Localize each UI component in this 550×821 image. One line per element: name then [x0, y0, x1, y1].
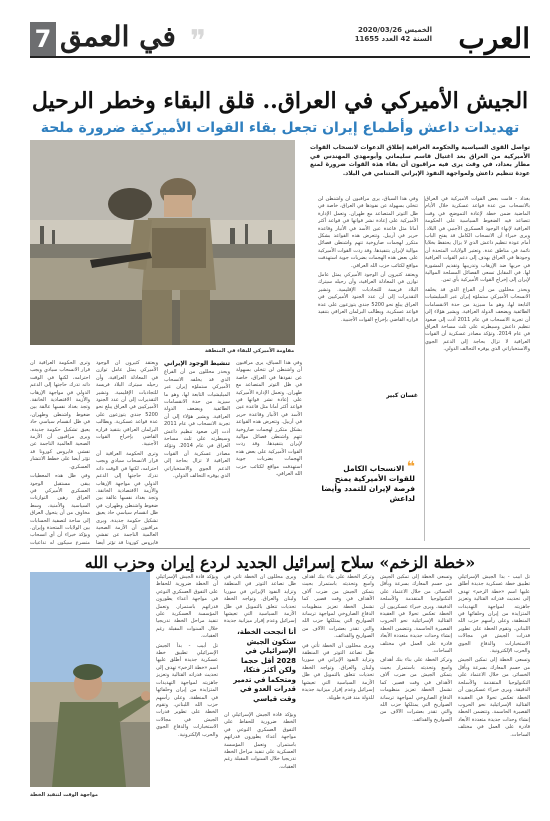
- paragraph: وتركز الخطة على بناء بنك أهداف واسع وتحديثه باستمرار بحيث يتمكن الجيش من ضرب آلاف الأهداف في وقت قصير. كما تشمل الخطة تعزيز منظومات الدفاع الصاروخي لمواجهة ترسانة الصواريخ التي يمتلكها حزب الله والتي تقدر بعشرات الآلاف من الصواريخ والقذائف.: [380, 657, 452, 723]
- paragraph: وفي ظل هذه المعطيات يبقى مستقبل الوجود العسكري الأميركي في العراق رهين التوازنات السياسية والأمنية، وسط مخاوف من أن يتحول العراق إلى ساحة لتصفية الحسابات بين الولايات المتحدة وإيران. ويؤكد خبراء أن أي انسحاب متسرع سيكون له تداعيات: [30, 473, 90, 545]
- intro-text: تواصل القوى السياسية والحكومة العراقية إطلاق الدعوات لانسحاب القوات الأميركية من العراق بعد اغتيال قاسم سليماني وأبومهدي المهندس في مطار بغداد، في وقت يرى فيه مراقبون أن بقاء هذه القوات ضرورة لمنع عودة تنظيم داعش ولمواجهة النفوذ الإيراني المتنامي في البلاد.: [310, 144, 530, 177]
- article2-column-5: [156, 574, 218, 794]
- article-column-left-2: [96, 360, 158, 545]
- paragraph: وترى الحكومة العراقية أن قرار الانسحاب سيادي ويجب احترامه، لكنها في الوقت ذاته تدرك حاجتها إلى الدعم الدولي في مواجهة الإرهاب والأزمة الاقتصادية الخانقة. وتجد بغداد نفسها عالقة بين ضغوط واشنطن وطهران، في ظل انقسام سياسي حاد يعيق تشكيل حكومة جديدة. ويرى مراقبون أن الأزمة الصحية العالمية الناجمة عن تفشي فايروس كورونا قد تؤثر أيضا على خطط الانتشار العسكري.: [30, 360, 90, 470]
- paragraph: ويحذر محللون من أن الفراغ الذي قد يخلفه الانسحاب الأميركي ستملؤه إيران عبر الميليشيات التابعة لها، وهو ما سيزيد من حدة الانقسامات الطائفية ويضعف الدولة العراقية. ويشير هؤلاء إلى أن تجربة الانسحاب في عام 2011 أدت إلى صعود تنظيم داعش وسيطرته على ثلث مساحة العراق في عام 2014. وتؤكد مصادر عسكرية أن القوات العراقية لا تزال بحاجة إلى الدعم الجوي والاستخباراتي الذي يوفره التحالف الدولي.: [164, 369, 230, 480]
- sub-heading: تنشيط الوجود الإيراني: [164, 360, 230, 367]
- paragraph: تل أبيب - بدأ الجيش الإسرائيلي تطبيق خطة عسكرية جديدة أطلق عليها اسم «خطة الزخم» تهدف إلى تحديث قدراته القتالية وتعزيز جاهزيته لمواجهة التهديدات المتزايدة من إيران وحلفائها في المنطقة، وعلى رأسهم حزب الله اللبناني. وتقوم الخطة على تطوير قدرات الجيش في مجالات الاستخبارات والدفاع الجوي والحرب الإلكترونية.: [156, 642, 218, 738]
- paragraph: ويؤكد قادة الجيش الإسرائيلي أن الخطة ضرورية للحفاظ على التفوق العسكري النوعي في مواجهة أعداء يطورون قدراتهم باستمرار. وتعمل المؤسسة العسكرية على تنفيذ مراحل الخطة تدريجيا خلال السنوات المقبلة رغم العقبات.: [156, 574, 218, 640]
- paragraph: وفي هذا السياق، يرى مراقبون أن واشنطن لن تتخلى بسهولة عن نفوذها في العراق، خاصة في ظل التوتر المتصاعد مع طهران. وتعمل الإدارة الأميركية على إعادة نشر قواتها في قواعد أكثر أمانا مثل قاعدة عين الأسد في الأنبار وقاعدة حرير في أربيل. وتتعرض هذه القواعد بشكل متكرر لهجمات صاروخية تتهم واشنطن فصائل موالية لإيران بتنفيذها. وقد ردت القوات الأميركية على بعض هذه الهجمات بضربات جوية استهدفت مواقع لكتائب حزب الله العراقي.: [236, 360, 302, 478]
- paragraph: ويعتقد كثيرون أن الوجود الأميركي يمثل عامل توازن في المعادلة العراقية، وأن رحيله سيترك البلاد فريسة للتجاذبات الإقليمية. وتشير التقديرات إلى أن عدد الجنود الأميركيين في العراق يبلغ نحو 5200 جندي يتوزعون على عدة قواعد عسكرية. ويطالب البرلمان العراقي بتنفيذ قراره القاضي بإخراج القوات الأجنبية.: [318, 272, 418, 323]
- article2-column-4b: [224, 712, 296, 794]
- page-number: 7: [30, 22, 56, 56]
- paragraph: ويرى محللون أن الخطة تأتي في ظل تصاعد التوتر في المنطقة وتزايد النفوذ الإيراني في سوريا ولبنان والعراق. وتواجه الخطة تحديات تتعلق بالتمويل في ظل الأزمة السياسية التي تعيشها إسرائيل وعدم إقرار ميزانية جديدة للدولة منذ فترة طويلة.: [302, 642, 374, 701]
- officer-illustration: [30, 572, 150, 787]
- paragraph: وتسعى الخطة إلى تمكين الجيش من حسم المعارك بسرعة وبأقل الخسائر، من خلال الاعتماد على التكنولوجيا المتقدمة والأسلحة الدقيقة. ويرى خبراء عسكريون أن الخطة تعكس تحولا في العقيدة القتالية الإسرائيلية نحو الحروب القصيرة الحاسمة. وتتضمن الخطة إنشاء وحدات جديدة متعددة الأبعاد قادرة على العمل في مختلف الساحات.: [458, 657, 530, 738]
- section-divider: [30, 548, 530, 549]
- masthead: [30, 22, 530, 58]
- author-byline: غسان كبير: [386, 392, 418, 399]
- issue-date: الخميس 2020/03/26: [357, 26, 432, 34]
- article2-column-2: [380, 574, 452, 794]
- newspaper-logo: العرب: [458, 22, 530, 55]
- article-column-right-2: [318, 196, 418, 386]
- soldier-illustration: [30, 140, 295, 345]
- article-column-right-1: [425, 196, 530, 541]
- paragraph: وتركز الخطة على بناء بنك أهداف واسع وتحديثه باستمرار بحيث يتمكن الجيش من ضرب آلاف الأهداف في وقت قصير. كما تشمل الخطة تعزيز منظومات الدفاع الصاروخي لمواجهة ترسانة الصواريخ التي يمتلكها حزب الله والتي تقدر بعشرات الآلاف من الصواريخ والقذائف.: [302, 574, 374, 640]
- quote-icon: ❝: [406, 459, 415, 475]
- paragraph: وفي هذا السياق، يرى مراقبون أن واشنطن لن تتخلى بسهولة عن نفوذها في العراق، خاصة في ظل التوتر المتصاعد مع طهران. وتعمل الإدارة الأميركية على إعادة نشر قواتها في قواعد أكثر أمانا مثل قاعدة عين الأسد في الأنبار وقاعدة حرير في أربيل. وتتعرض هذه القواعد بشكل متكرر لهجمات صاروخية تتهم واشنطن فصائل موالية لإيران بتنفيذها. وقد ردت القوات الأميركية على بعض هذه الهجمات بضربات جوية استهدفت مواقع لكتائب حزب الله العراقي.: [318, 196, 418, 269]
- pull-quote-text: الانسحاب الكامل للقوات الأميركية يمنح فرصة لإيران للتمدد وأيضا لداعش: [321, 464, 415, 503]
- column-divider: [424, 196, 425, 541]
- article2-column-1: [458, 574, 530, 794]
- photo2-caption: مواجهة الوقت لتنفيذ الخطة: [30, 792, 98, 798]
- paragraph: بغداد - قامت بعض القوات الأميركية في العراق بالانسحاب من عدة قواعد عسكرية خلال الأيام الماضية ضمن خطة لإعادة التموضع، في وقت تتصاعد فيه الضغوط السياسية على الحكومة العراقية لإنهاء الوجود العسكري الأجنبي في البلاد. ويرى خبراء أن الانسحاب الكامل قد يفتح الباب أمام عودة تنظيم داعش الذي لا يزال يحتفظ بخلايا نائمة في مناطق عدة. وتعتبر الولايات المتحدة أن وجودها في العراق يهدف إلى دعم القوات العراقية في حربها ضد الإرهاب وتدريبها وتقديم المشورة لها. في المقابل تسعى الفصائل المسلحة الموالية لإيران إلى إخراج القوات الأميركية بأي ثمن.: [425, 196, 530, 284]
- photo-caption: مقاومة الأميركي للبقاء في المنطقة: [205, 348, 295, 354]
- article2-column-4: [224, 574, 296, 626]
- article2-headline: «خطة الزخم» سلاح إسرائيل الجديد لردع إيران وحزب الله: [84, 553, 476, 572]
- soldier-photo: [30, 140, 295, 345]
- paragraph: ويعتقد كثيرون أن الوجود الأميركي يمثل عامل توازن في المعادلة العراقية، وأن رحيله سيترك البلاد فريسة للتجاذبات الإقليمية. وتشير التقديرات إلى أن عدد الجنود الأميركيين في العراق يبلغ نحو 5200 جندي يتوزعون على عدة قواعد عسكرية. ويطالب البرلمان العراقي بتنفيذ قراره القاضي بإخراج القوات الأجنبية.: [96, 360, 158, 448]
- article2-column-3: [302, 574, 374, 794]
- paragraph: ويرى محللون أن الخطة تأتي في ظل تصاعد التوتر في المنطقة وتزايد النفوذ الإيراني في سوريا ولبنان والعراق. وتواجه الخطة تحديات تتعلق بالتمويل في ظل الأزمة السياسية التي تعيشها إسرائيل وعدم إقرار ميزانية جديدة: [224, 574, 296, 625]
- officer-photo: [30, 572, 150, 787]
- article-subhead: تهديدات داعش وأطماع إيران تجعل بقاء القوات الأميركية ضرورة ملحة: [40, 120, 520, 136]
- pull-quote: [320, 459, 415, 504]
- paragraph: ويحذر محللون من أن الفراغ الذي قد يخلفه الانسحاب الأميركي ستملؤه إيران عبر الميليشيات التابعة لها، وهو ما سيزيد من حدة الانقسامات الطائفية ويضعف الدولة العراقية. ويشير هؤلاء إلى أن تجربة الانسحاب في عام 2011 أدت إلى صعود تنظيم داعش وسيطرته على ثلث مساحة العراق في عام 2014. وتؤكد مصادر عسكرية أن القوات العراقية لا تزال بحاجة إلى الدعم الجوي والاستخباراتي الذي يوفره التحالف الدولي.: [425, 286, 530, 353]
- article2-pull-quote: [224, 628, 296, 704]
- article-intro: [310, 144, 530, 190]
- issue-info: [355, 26, 432, 44]
- paragraph: وترى الحكومة العراقية أن قرار الانسحاب سيادي ويجب احترامه، لكنها في الوقت ذاته تدرك حاجتها إلى الدعم الدولي في مواجهة الإرهاب والأزمة الاقتصادية الخانقة. وتجد بغداد نفسها عالقة بين ضغوط واشنطن وطهران، في ظل انقسام سياسي حاد يعيق تشكيل حكومة جديدة. ويرى مراقبون أن الأزمة الصحية العالمية الناجمة عن تفشي فايروس كورونا قد تؤثر أيضا: [96, 450, 158, 545]
- article-column-left-1: [30, 360, 90, 545]
- quote-mark-icon: ❞: [190, 24, 207, 59]
- paragraph: وتسعى الخطة إلى تمكين الجيش من حسم المعارك بسرعة وبأقل الخسائر، من خلال الاعتماد على التكنولوجيا المتقدمة والأسلحة الدقيقة. ويرى خبراء عسكريون أن الخطة تعكس تحولا في العقيدة القتالية الإسرائيلية نحو الحروب القصيرة الحاسمة. وتتضمن الخطة إنشاء وحدات جديدة متعددة الأبعاد قادرة على العمل في مختلف الساحات.: [380, 574, 452, 655]
- section-title: في العمق: [60, 20, 176, 53]
- paragraph: ويؤكد قادة الجيش الإسرائيلي أن الخطة ضرورية للحفاظ على التفوق العسكري النوعي في مواجهة أعداء يطورون قدراتهم باستمرار. وتعمل المؤسسة العسكرية على تنفيذ مراحل الخطة تدريجيا خلال السنوات المقبلة رغم العقبات.: [224, 712, 296, 770]
- pull-quote-text: أنا أنجحت الخطة، ستكون الجيش الإسرائيلي في 2028 أقل حجما ولكن أكثر فتكا، ومتحكما في تدمير قدرات العدو في وقت قياسي: [233, 628, 296, 703]
- issue-number: السنة 42 العدد 11655: [354, 35, 432, 43]
- article-column-left-4: [236, 360, 302, 545]
- paragraph: تل أبيب - بدأ الجيش الإسرائيلي تطبيق خطة عسكرية جديدة أطلق عليها اسم «خطة الزخم» تهدف إلى تحديث قدراته القتالية وتعزيز جاهزيته لمواجهة التهديدات المتزايدة من إيران وحلفائها في المنطقة، وعلى رأسهم حزب الله اللبناني. وتقوم الخطة على تطوير قدرات الجيش في مجالات الاستخبارات والدفاع الجوي والحرب الإلكترونية.: [458, 574, 530, 655]
- article-column-left-3: [164, 360, 230, 545]
- article-headline: الجيش الأميركي في العراق.. قلق البقاء وخطر الرحيل: [31, 88, 529, 114]
